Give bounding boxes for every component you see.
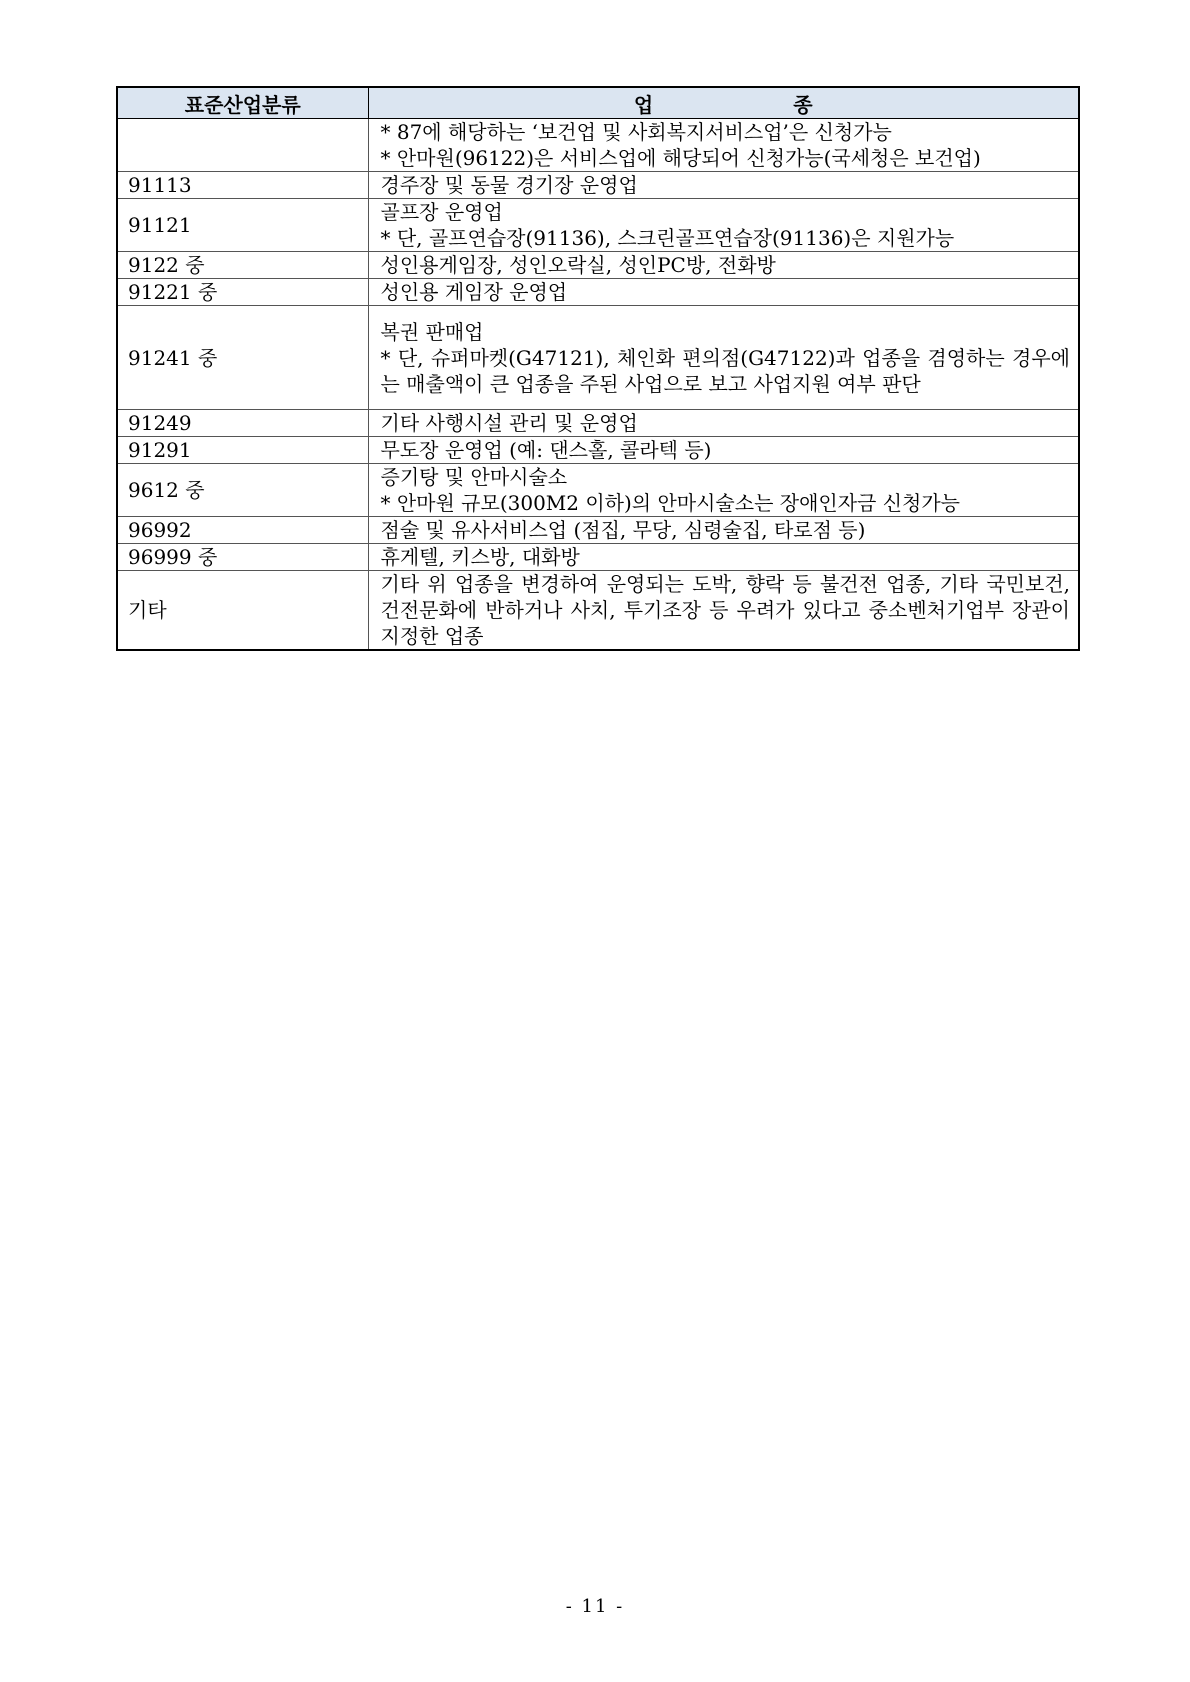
row-code: 96999 중 bbox=[117, 544, 368, 571]
row-line: * 안마원 규모(300M2 이하)의 안마시술소는 장애인자금 신청가능 bbox=[380, 491, 960, 515]
row-line: 골프장 운영업 bbox=[380, 200, 503, 224]
page-number: - 11 - bbox=[565, 1596, 625, 1617]
row-description bbox=[368, 252, 1079, 279]
row-description bbox=[368, 172, 1079, 199]
row-description bbox=[368, 306, 1079, 410]
row-code: 91249 bbox=[117, 410, 368, 437]
header-industry-part1: 업 bbox=[633, 92, 654, 117]
header-industry-part2: 종 bbox=[793, 92, 813, 117]
table-row bbox=[117, 306, 1079, 410]
row-line: 경주장 및 동물 경기장 운영업 bbox=[380, 173, 638, 197]
row-line: 증기탕 및 안마시술소 bbox=[380, 465, 568, 489]
table-row bbox=[117, 252, 1079, 279]
row-line: 휴게텔, 키스방, 대화방 bbox=[380, 545, 580, 569]
restricted-industries-table bbox=[116, 86, 1080, 651]
row-code: 9122 중 bbox=[117, 252, 368, 279]
row-line: 성인용게임장, 성인오락실, 성인PC방, 전화방 bbox=[380, 253, 776, 277]
row-description bbox=[368, 119, 1079, 172]
header-industry bbox=[368, 87, 1079, 119]
table-row bbox=[117, 279, 1079, 306]
row-line: 복권 판매업 bbox=[380, 319, 484, 344]
header-classification: 표준산업분류 bbox=[117, 87, 368, 119]
row-line: 기타 사행시설 관리 및 운영업 bbox=[380, 411, 638, 435]
table-row bbox=[117, 172, 1079, 199]
row-line: * 안마원(96122)은 서비스업에 해당되어 신청가능(국세청은 보건업) bbox=[380, 146, 981, 170]
table-row bbox=[117, 464, 1079, 517]
row-line: 성인용 게임장 운영업 bbox=[380, 280, 568, 304]
row-code bbox=[117, 119, 368, 172]
table-row bbox=[117, 437, 1079, 464]
row-code: 91241 중 bbox=[117, 306, 368, 410]
row-line: 무도장 운영업 (예: 댄스홀, 콜라텍 등) bbox=[380, 438, 712, 462]
table-row bbox=[117, 517, 1079, 544]
table-row bbox=[117, 199, 1079, 252]
row-line: * 단, 골프연습장(91136), 스크린골프연습장(91136)은 지원가능 bbox=[380, 226, 955, 250]
row-description bbox=[368, 279, 1079, 306]
row-code: 96992 bbox=[117, 517, 368, 544]
row-description bbox=[368, 199, 1079, 252]
row-code: 91121 bbox=[117, 199, 368, 252]
row-code: 9612 중 bbox=[117, 464, 368, 517]
row-line: 점술 및 유사서비스업 (점집, 무당, 심령술집, 타로점 등) bbox=[380, 518, 866, 542]
table-row bbox=[117, 571, 1079, 651]
table-row bbox=[117, 544, 1079, 571]
row-description bbox=[368, 410, 1079, 437]
table-row bbox=[117, 119, 1079, 172]
table-row bbox=[117, 410, 1079, 437]
row-line: 기타 위 업종을 변경하여 운영되는 도박, 향락 등 불건전 업종, 기타 국민보건, 건전문화에 반하거나 사치, 투기조장 등 우려가 있다고 중소벤처기업부 장관이 지정한 업종 bbox=[380, 572, 1070, 648]
row-code: 91221 중 bbox=[117, 279, 368, 306]
row-description bbox=[368, 544, 1079, 571]
row-line: * 단, 슈퍼마켓(G47121), 체인화 편의점(G47122)과 업종을 겸영하는 경우에는 매출액이 큰 업종을 주된 사업으로 보고 사업지원 여부 판단 bbox=[380, 345, 1070, 396]
row-description bbox=[368, 437, 1079, 464]
row-code: 기타 bbox=[117, 571, 368, 651]
row-description bbox=[368, 464, 1079, 517]
row-description bbox=[368, 517, 1079, 544]
row-code: 91291 bbox=[117, 437, 368, 464]
row-line: * 87에 해당하는 ‘보건업 및 사회복지서비스업’은 신청가능 bbox=[380, 120, 892, 144]
row-code: 91113 bbox=[117, 172, 368, 199]
row-description bbox=[368, 571, 1079, 651]
table-header-row bbox=[117, 87, 1079, 119]
